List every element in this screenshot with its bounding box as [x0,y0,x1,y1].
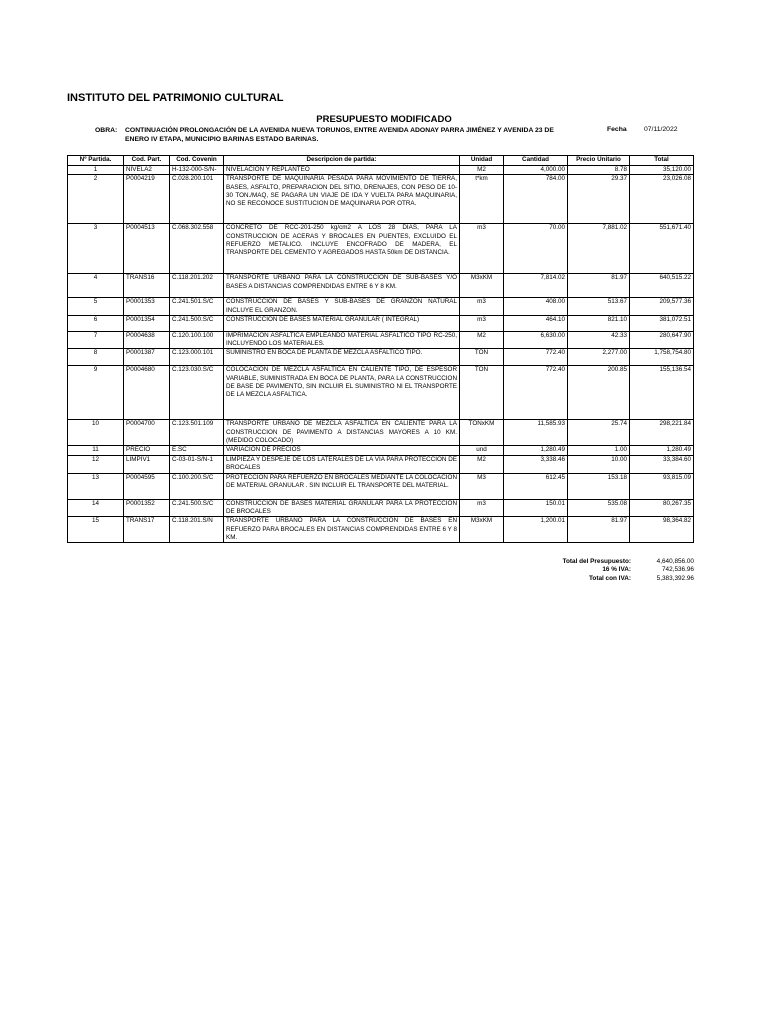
cell-cod-part: LIMPIV1 [124,455,170,473]
cell-total: 381,072.51 [630,315,694,331]
cell-cod-covenin: C.123.030.S/C [170,366,224,420]
cell-precio-unitario: 10.00 [568,455,630,473]
total-con-iva-row [510,575,694,583]
table-row [68,166,694,175]
cell-total: 640,515.22 [630,274,694,298]
cell-cod-part: NIVELA2 [124,166,170,175]
cell-total: 1,280.49 [630,446,694,455]
cell-partida: 6 [68,315,124,331]
cell-cod-covenin: C.028.200.101 [170,175,224,224]
table-row [68,224,694,274]
cell-cod-part: P0001387 [124,349,170,366]
institute-name: INSTITUTO DEL PATRIMONIO CULTURAL [67,92,284,104]
cell-partida: 9 [68,366,124,420]
cell-total: 80,267.35 [630,499,694,517]
cell-descripcion: CONSTRUCCION DE BASES MATERIAL GRANULAR ( INTEGRAL) [224,315,460,331]
cell-descripcion: CONSTRUCCION DE BASES Y SUB-BASES DE GRANZON NATURAL INCLUYE EL GRANZON. [224,298,460,316]
cell-unidad: M3xKM [460,517,504,543]
cell-unidad: M2 [460,455,504,473]
cell-cantidad: 6,630.00 [504,331,568,349]
cell-precio-unitario: 25.74 [568,420,630,446]
cell-cod-part: P0001352 [124,499,170,517]
table-row [68,366,694,420]
cell-cod-covenin: E.SC [170,446,224,455]
cell-descripcion: PROTECCION PARA REFUERZO EN BROCALES MEDIANTE LA COLOCACION DE MATERIAL GRANULAR . SIN INCLUIR EL TRANSPORTE DEL MATERIAL. [224,473,460,499]
cell-cod-covenin: C.123.501.109 [170,420,224,446]
col-header-partida: Nº Partida. [68,156,124,166]
cell-unidad: M3xKM [460,274,504,298]
iva-value: 742,536.96 [662,566,694,574]
cell-cod-part: P0001353 [124,298,170,316]
cell-descripcion: TRANSPORTE URBANO PARA LA CONSTRUCCION DE SUB-BASES Y/O BASES A DISTANCIAS COMPRENDIDAS ENTRE 6 Y 8 KM. [224,274,460,298]
cell-cod-covenin: C.241.501.S/C [170,298,224,316]
cell-cod-part: P0004700 [124,420,170,446]
cell-precio-unitario: 153.18 [568,473,630,499]
cell-cantidad: 772.40 [504,366,568,420]
cell-cantidad: 7,814.02 [504,274,568,298]
cell-descripcion: TRANSPORTE URBANO PARA LA CONSTRUCCIÓN DE BASES EN REFUERZO PARA BROCALES EN DISTANCIAS COMPRENDIDAS ENTRE 6 Y 8 KM. [224,517,460,543]
cell-unidad: M2 [460,331,504,349]
table-header-row [68,156,694,166]
cell-descripcion: IMPRIMACION ASFALTICA EMPLEANDO MATERIAL ASFALTICO TIPO RC-250, INCLUYENDO LOS MATERIALES. [224,331,460,349]
cell-precio-unitario: 42.33 [568,331,630,349]
cell-total: 98,364.82 [630,517,694,543]
cell-cantidad: 408.00 [504,298,568,316]
cell-cod-covenin: C-03-01-S/N-1 [170,455,224,473]
col-header-total: Total [630,156,694,166]
cell-cod-part: P0004513 [124,224,170,274]
cell-descripcion: LIMPIEZA Y DESPEJE DE LOS LATERALES DE LA VIA PARA PROTECCION DE BROCALES [224,455,460,473]
cell-precio-unitario: 7,881.02 [568,224,630,274]
col-header-cantidad: Cantidad [504,156,568,166]
iva-label: 16 % IVA: [602,566,631,574]
cell-cod-part: P0004219 [124,175,170,224]
cell-total: 33,384.60 [630,455,694,473]
cell-partida: 3 [68,224,124,274]
cell-cantidad: 4,000.00 [504,166,568,175]
cell-cod-covenin: C.100.200.S/C [170,473,224,499]
cell-cod-covenin: C.068.302.558 [170,224,224,274]
cell-cantidad: 464.10 [504,315,568,331]
cell-unidad: m3 [460,298,504,316]
budget-table [67,155,694,543]
cell-cantidad: 1,280.49 [504,446,568,455]
cell-precio-unitario: 2,277.00 [568,349,630,366]
table-row [68,274,694,298]
table-row [68,298,694,316]
iva-row [510,566,694,574]
table-row [68,499,694,517]
cell-cod-part: P0004638 [124,331,170,349]
cell-unidad: m3 [460,315,504,331]
cell-precio-unitario: 29.37 [568,175,630,224]
cell-cantidad: 612.45 [504,473,568,499]
cell-precio-unitario: 81.97 [568,517,630,543]
total-presupuesto-label: Total del Presupuesto: [562,558,631,565]
cell-unidad: M3 [460,473,504,499]
cell-descripcion: VARIACION DE PRECIOS [224,446,460,455]
total-con-iva-label: Total con IVA: [588,574,631,582]
cell-partida: 1 [68,166,124,175]
cell-descripcion: TRANSPORTE DE MAQUINARIA PESADA PARA MOVIMIENTO DE TIERRA, BASES, ASFALTO, PREPARACION DEL SITIO, DRENAJES, CON PESO DE 10-30 TON./MAQ, SE PAGARA UN VIAJE DE IDA Y VUELTA PARA MAQUINARIA, NO SE RECONOCE SUSTITUCION DE MAQUINARIA POR OTRA. [224,175,460,224]
totals-block [510,558,694,583]
cell-cod-part: P0004680 [124,366,170,420]
cell-partida: 13 [68,473,124,499]
table-row [68,420,694,446]
cell-descripcion: NIVELACION Y REPLANTEO [224,166,460,175]
col-header-precio-unitario: Precio Unitario [568,156,630,166]
fecha-label: Fecha [607,126,627,133]
cell-descripcion: COLOCACION DE MEZCLA ASFALTICA EN CALIENTE TIPO, DE ESPESOR VARIABLE, SUMINISTRADA EN BOCA DE PLANTA, PARA LA CONSTRUCCION DE BASE DE PAVIMENTO, SIN INCLUIR EL SUMINISTRO NI EL TRANSPORTE DE LA MEZCLA ASFALTICA. [224,366,460,420]
cell-cod-part: TRANS16 [124,274,170,298]
cell-cantidad: 11,585.93 [504,420,568,446]
cell-partida: 14 [68,499,124,517]
cell-total: 1,758,754.80 [630,349,694,366]
total-presupuesto-value: 4,640,856.00 [656,558,694,565]
table-row [68,446,694,455]
table-row [68,455,694,473]
total-con-iva-value: 5,383,392.96 [656,574,694,582]
cell-cantidad: 1,200.01 [504,517,568,543]
cell-unidad: TON [460,366,504,420]
cell-cod-covenin: C.118.201.202 [170,274,224,298]
cell-partida: 2 [68,175,124,224]
cell-cod-part: PRECIO [124,446,170,455]
cell-descripcion: SUMINISTRO EN BOCA DE PLANTA DE MEZCLA ASFALTICO TIPO. [224,349,460,366]
document-title: PRESUPUESTO MODIFICADO [316,114,452,125]
cell-unidad: und [460,446,504,455]
cell-cantidad: 70.00 [504,224,568,274]
cell-partida: 15 [68,517,124,543]
cell-precio-unitario: 200.85 [568,366,630,420]
col-header-unidad: Unidad [460,156,504,166]
cell-total: 35,120.00 [630,166,694,175]
col-header-cod-covenin: Cod. Covenin [170,156,224,166]
table-row [68,473,694,499]
cell-partida: 5 [68,298,124,316]
cell-unidad: M2 [460,166,504,175]
cell-cod-covenin: C.123.000.101 [170,349,224,366]
cell-total: 298,221.84 [630,420,694,446]
cell-precio-unitario: 81.97 [568,274,630,298]
cell-unidad: TONxKM [460,420,504,446]
cell-descripcion: TRANSPORTE URBANO DE MEZCLA ASFALTICA EN CALIENTE PARA LA CONSTRUCCION DE PAVIMENTO A DISTANCIAS MAYORES A 10 KM. (MEDIDO COLOCADO) [224,420,460,446]
cell-cantidad: 150.01 [504,499,568,517]
cell-partida: 8 [68,349,124,366]
cell-cod-part: P0004595 [124,473,170,499]
cell-cod-part: TRANS17 [124,517,170,543]
table-row [68,349,694,366]
cell-precio-unitario: 513.67 [568,298,630,316]
cell-cod-covenin: C.118.201.S/N [170,517,224,543]
cell-precio-unitario: 535.08 [568,499,630,517]
table-row [68,331,694,349]
table-row [68,175,694,224]
cell-partida: 12 [68,455,124,473]
cell-cantidad: 784.00 [504,175,568,224]
cell-total: 23,026.08 [630,175,694,224]
cell-descripcion: CONCRETO DE RCC-201-250 kg/cm2 A LOS 28 DIAS, PARA LA CONSTRUCCION DE ACERAS Y BROCALES EN PUENTES, EXCLUIDO EL REFUERZO METALICO. INCLUYE ENCOFRADO DE MADERA, EL TRANSPORTE DEL CEMENTO Y AGREGADOS HASTA 50km DE DISTANCIA. [224,224,460,274]
cell-cod-part: P0001354 [124,315,170,331]
cell-partida: 10 [68,420,124,446]
fecha-value: 07/11/2022 [644,126,678,133]
table-row [68,315,694,331]
cell-total: 93,815.09 [630,473,694,499]
cell-precio-unitario: 8.78 [568,166,630,175]
cell-cod-covenin: C.241.500.S/C [170,315,224,331]
col-header-cod-part: Cod. Part. [124,156,170,166]
cell-unidad: m3 [460,224,504,274]
cell-partida: 11 [68,446,124,455]
obra-text: CONTINUACIÓN PROLONGACIÓN DE LA AVENIDA NUEVA TORUNOS, ENTRE AVENIDA ADONAY PARRA JIMÉNEZ Y AVENIDA 23 DE ENERO IV ETAPA, MUNICIPIO BARINAS ESTADO BARINAS. [125,127,554,143]
cell-total: 280,647.90 [630,331,694,349]
cell-precio-unitario: 821.10 [568,315,630,331]
cell-cod-covenin: C.120.100.100 [170,331,224,349]
cell-cantidad: 3,338.46 [504,455,568,473]
cell-total: 209,577.36 [630,298,694,316]
cell-cod-covenin: H-132-000-S/N- [170,166,224,175]
cell-unidad: t*km [460,175,504,224]
cell-descripcion: CONSTRUCCION DE BASES MATERIAL GRANULAR PARA LA PROTECCION DE BROCALES [224,499,460,517]
cell-partida: 7 [68,331,124,349]
table-row [68,517,694,543]
cell-total: 551,671.40 [630,224,694,274]
cell-unidad: m3 [460,499,504,517]
total-presupuesto-row [510,558,694,566]
col-header-descripcion: Descripcion de partida: [224,156,460,166]
cell-total: 155,136.54 [630,366,694,420]
cell-precio-unitario: 1.00 [568,446,630,455]
cell-cantidad: 772.40 [504,349,568,366]
obra-label: OBRA: [95,127,118,134]
cell-cod-covenin: C.241.500.S/C [170,499,224,517]
cell-partida: 4 [68,274,124,298]
cell-unidad: TON [460,349,504,366]
